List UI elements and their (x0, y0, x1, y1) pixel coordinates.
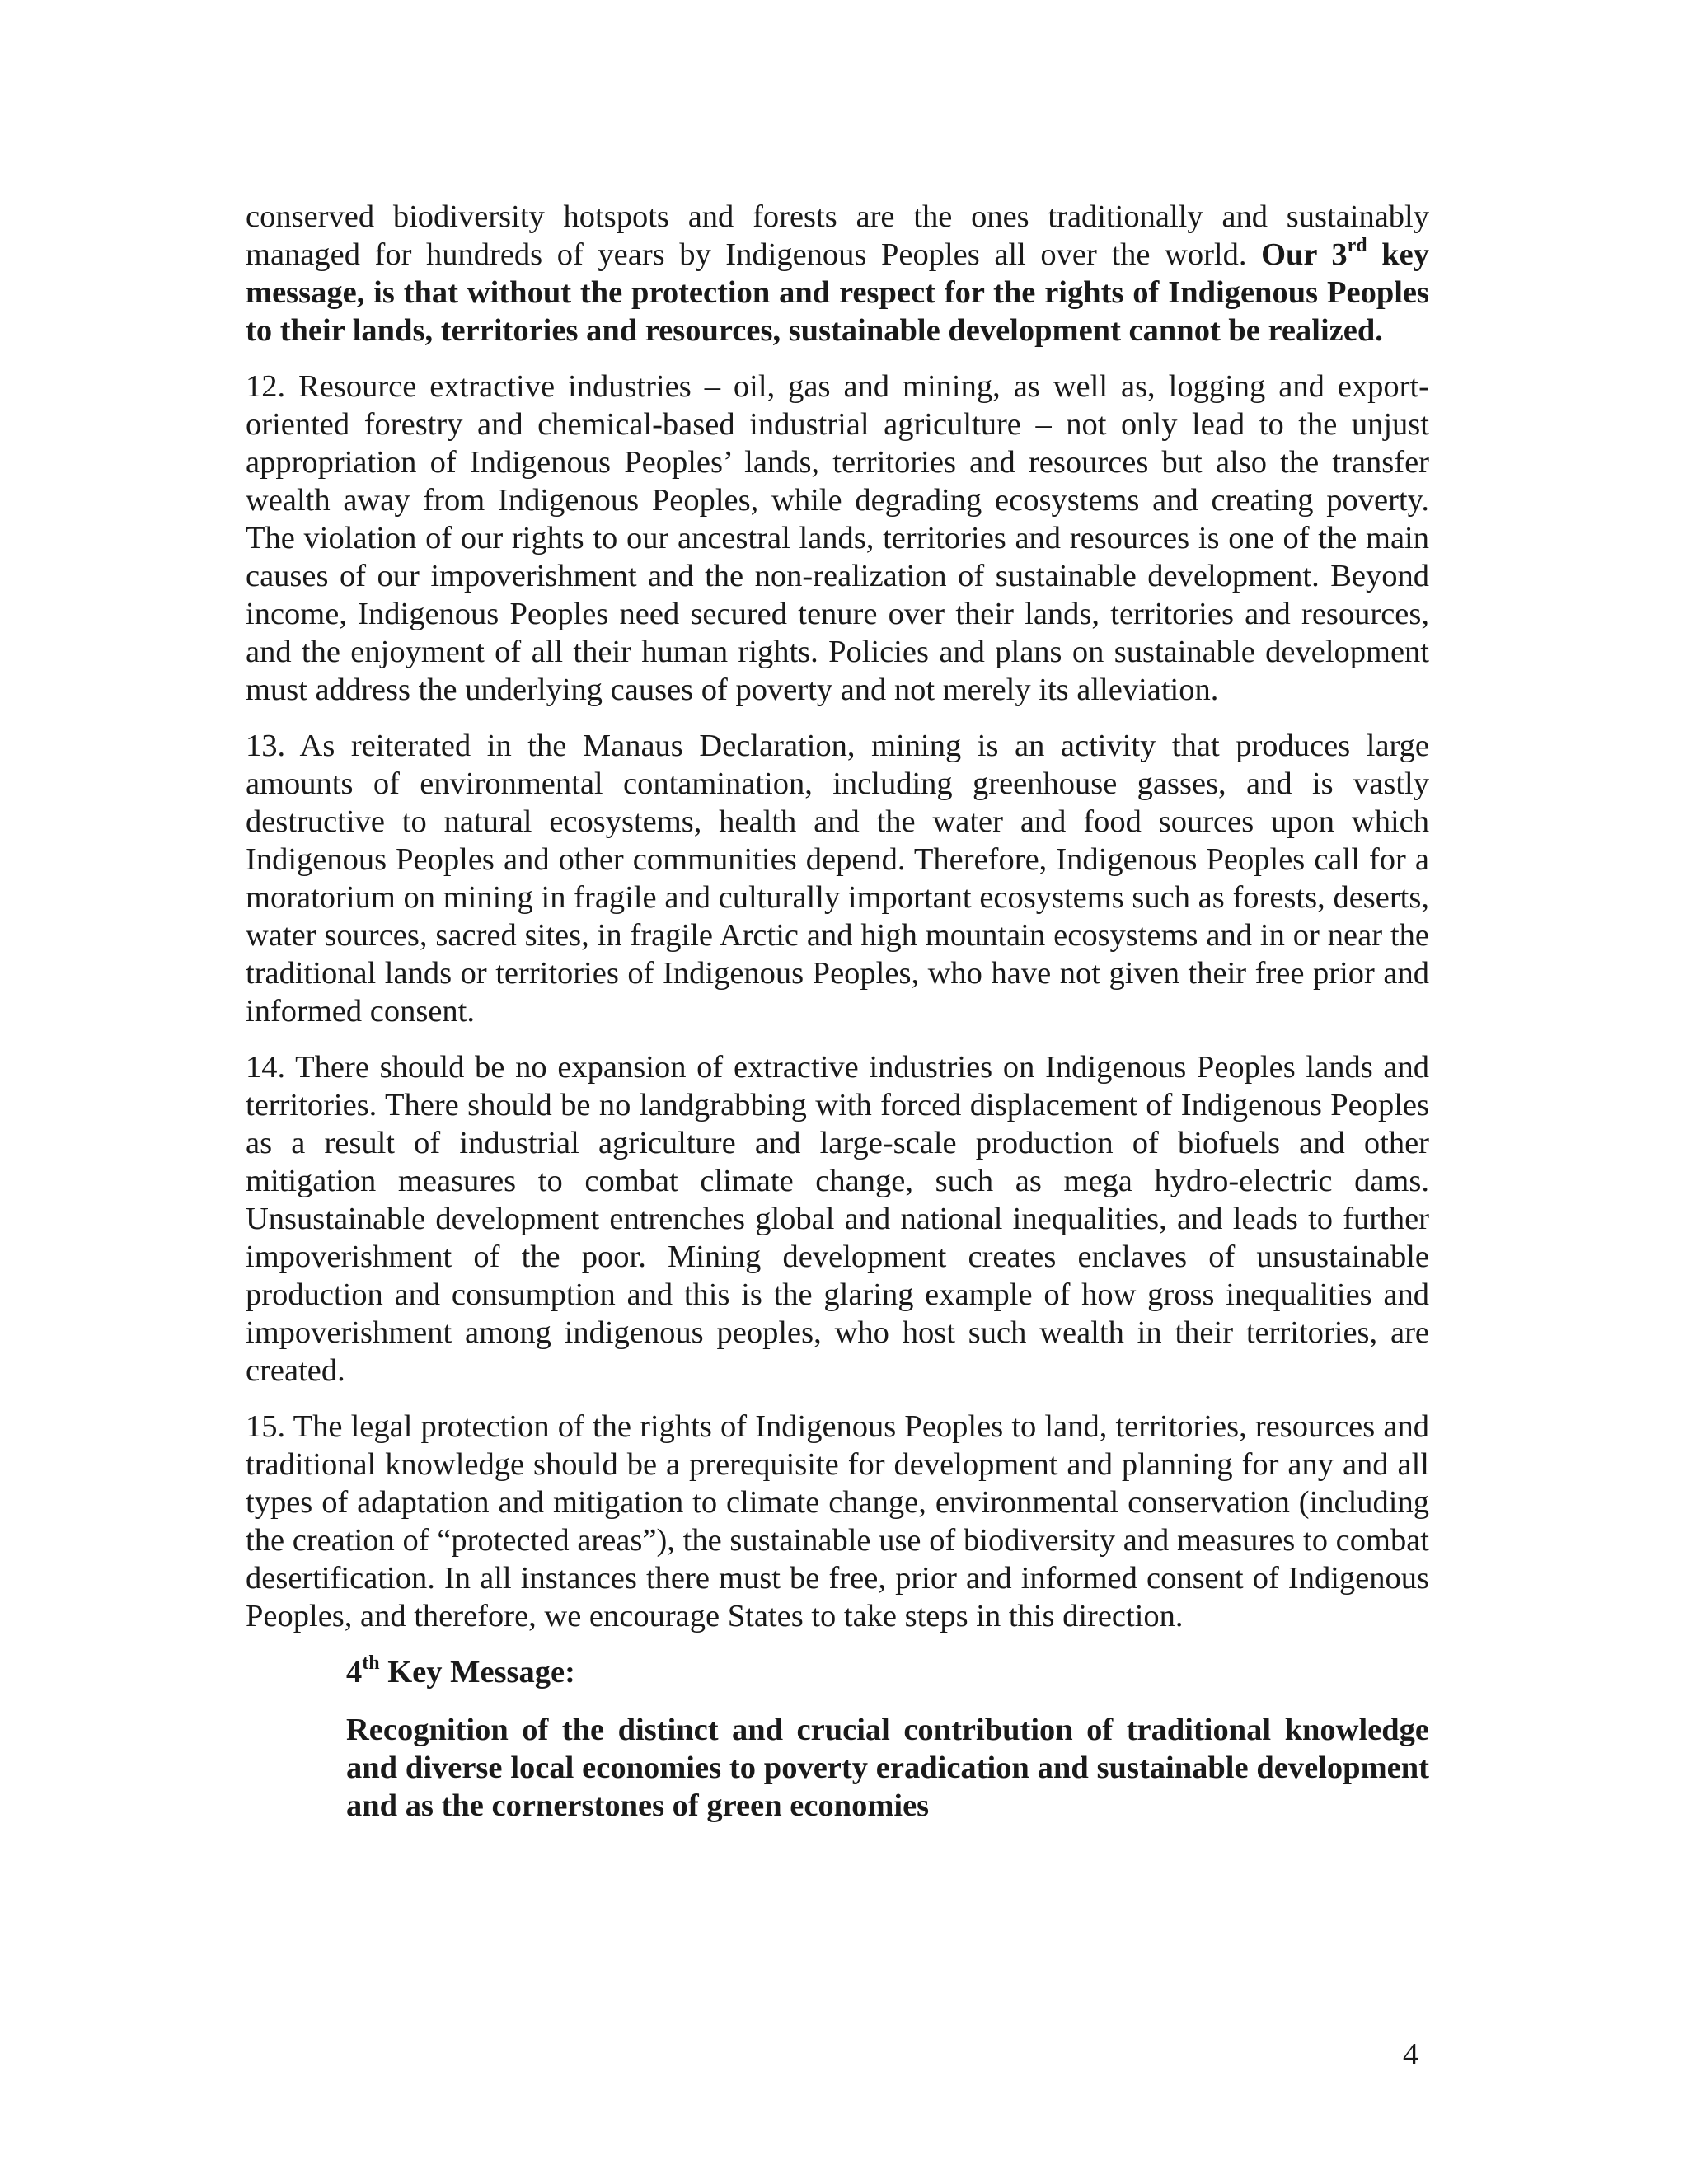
paragraph-15: 15. The legal protection of the rights of Indigenous Peoples to land, territories, resources and traditional knowledge should be a prerequisite for development and planning for any and all types of adaptation and mitigation to climate change, environmental conservation (including the creation of “protected areas”), the sustainable use of biodiversity and measures to combat desertification. In all instances there must be free, prior and informed consent of Indigenous Peoples, and therefore, we encourage States to take steps in this direction. (246, 1409, 1429, 1633)
paragraph-14: 14. There should be no expansion of extractive industries on Indigenous Peoples lands and territories. There should be no landgrabbing with forced displacement of Indigenous Peoples as a result of industrial agriculture and large-scale production of biofuels and other mitigation measures to combat climate change, such as mega hydro-electric dams. Unsustainable development entrenches global and national inequalities, and leads to further impoverishment of the poor. Mining development creates enclaves of unsustainable production and consumption and this is the glaring example of how gross inequalities and impoverishment among indigenous peoples, who host such wealth in their territories, are created. (246, 1050, 1429, 1388)
third-key-message-text: key message, is that without the protection and respect for the rights of Indigenous Peoples to their lands, territories and resources, sustainable development cannot be realized. (246, 237, 1429, 348)
ordinal-superscript: rd (1347, 235, 1367, 256)
fourth-key-message (346, 1653, 1429, 1825)
page-number: 4 (1403, 2037, 1419, 2072)
key-message-heading (346, 1653, 1429, 1691)
paragraph-12: 12. Resource extractive industries – oil, gas and mining, as well as, logging and export-oriented forestry and chemical-based industrial agriculture – not only lead to the unjust appropriation of Indigenous Peoples’ lands, territories and resources but also the transfer wealth away from Indigenous Peoples, while degrading ecosystems and creating poverty. The violation of our rights to our ancestral lands, territories and resources is one of the main causes of our impoverishment and the non-realization of sustainable development. Beyond income, Indigenous Peoples need secured tenure over their lands, territories and resources, and the enjoyment of all their human rights. Policies and plans on sustainable development must address the underlying causes of poverty and not merely its alleviation. (246, 369, 1429, 707)
key-message-heading-text: Key Message: (379, 1655, 575, 1690)
key-message-text: Recognition of the distinct and crucial contribution of traditional knowledge and diverse local economies to poverty eradication and sustainable development and as the cornerstones of green economies (346, 1713, 1429, 1823)
paragraph-11-continuation (246, 198, 1429, 349)
key-message-number: 4 (346, 1655, 363, 1690)
third-key-message-prefix: Our 3 (1261, 237, 1348, 272)
paragraph-13: 13. As reiterated in the Manaus Declaration, mining is an activity that produces large amounts of environmental contamination, including greenhouse gasses, and is vastly destructive to natural ecosystems, health and the water and food sources upon which Indigenous Peoples and other communities depend. Therefore, Indigenous Peoples call for a moratorium on mining in fragile and culturally important ecosystems such as forests, deserts, water sources, sacred sites, in fragile Arctic and high mountain ecosystems and in or near the traditional lands or territories of Indigenous Peoples, who have not given their free prior and informed consent. (246, 729, 1429, 1029)
paragraph-11-lead: conserved biodiversity hotspots and forests are the ones traditionally and sustainably managed for hundreds of years by Indigenous Peoples all over the world. (246, 199, 1429, 272)
ordinal-superscript: th (362, 1652, 380, 1674)
page-body (246, 198, 1429, 1825)
